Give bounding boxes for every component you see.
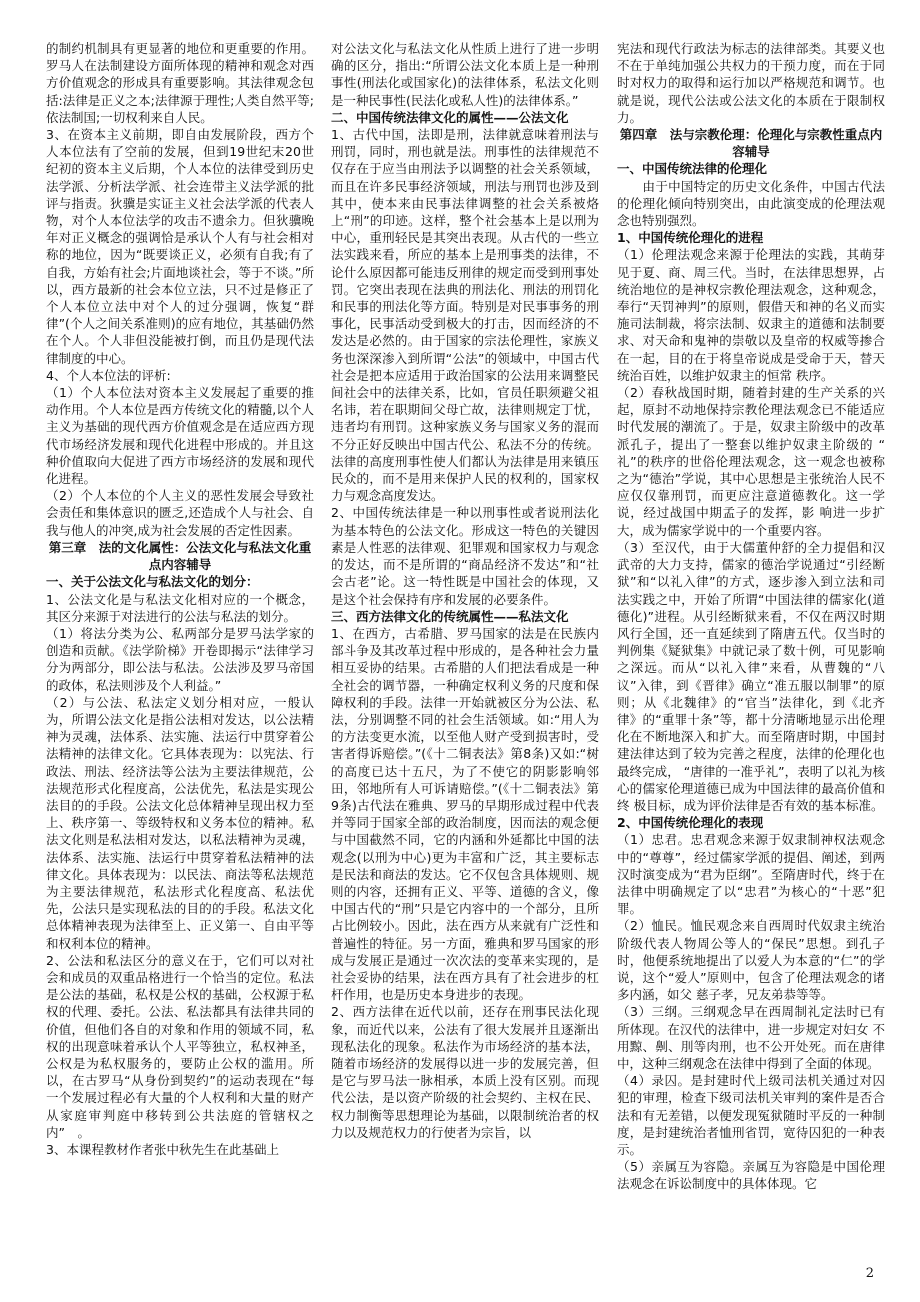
paragraph: （2）与公法、私法定义划分相对应，一般认为，所谓公法文化是指公法相对发达，以公法精神为灵魂，法体系、法实施、法运行中贯穿着公法精神的法律文化。它具体表现为：以宪法、行政法、刑法、经济法等公法为主要法律规范，公法规范形式化程度高，公法优先，私法是实现公法目的的手段。公法文化总体精神呈现出权力至上、秩序第一、等级特权和义务本位的精神。私法文化则是私法相对发达，以私法精神为灵魂，法体系、法实施、法运行中贯穿着私法精神的法律文化。具体表现为：以民法、商法等私法规范为主要法律规范，私法形式化程度高、私法优先，公法只是实现私法的目的的手段。私法文化总体精神表现为法律至上、正义第一、自由平等和权利本位的精神。: [46, 694, 314, 951]
column-right: [617, 40, 885, 1193]
page-number: 2: [865, 1266, 874, 1281]
paragraph: 的制约机制具有更显著的地位和更重要的作用。罗马人在法制建设方面所体现的精神和观念对西方价值观念的形成具有重要影响。其法律观念包括:法律是正义之本;法律源于理性;人类自然平等;依法制国;一切权利来自人民。: [46, 41, 314, 125]
chapter-heading: 第三章 法的文化属性：公法文化与私法文化重点内容辅导: [48, 539, 312, 573]
section-heading: 2、中国传统伦理化的表现: [617, 815, 764, 831]
section-heading: 三、西方法律文化的传统属性——私法文化: [331, 608, 569, 624]
section-heading: 一、关于公法文化与私法文化的划分：: [46, 574, 259, 590]
paragraph: 宪法和现代行政法为标志的法律部类。其要义也不在于单纯加强公共权力的干预力度，而在于同时对权力的取得和运行加以严格规范和调节。也就是说，现代公法或公法文化的本质在于限制权力。: [617, 41, 885, 125]
paragraph: （5）亲属互为容隐。亲属互为容隐是中国伦理法观念在诉讼制度中的具体体现。它: [617, 1159, 885, 1192]
paragraph: 1、古代中国，法即是刑，法律就意味着刑法与刑罚，同时，刑也就是法。刑事性的法律规范不仅存在于应当由刑法予以调整的社会关系领域，而且在许多民事经济领域，刑法与刑罚也涉及到其中，使本来由民事法律调整的社会关系被烙上“刑”的印迹。这样，整个社会基本上是以刑为中心，重刑轻民是其突出表现。从古代的一些立法实践来看，所应的基本上是刑事类的法律，不论什么原因都可能违反刑律的规定而受到刑事处罚。它突出表现在法典的刑法化、刑法的刑罚化和民事的刑法化等方面。特别是对民事事务的刑事化，民事活动受到极大的打击，因而经济的不发达是必然的。由于国家的宗法伦理性，家族义务也深深渗入到所谓“公法”的领域中，中国古代社会是把本应适用于政治国家的公法用来调整民间社会中的法律关系，比如，官员任职须避父祖名讳，若在职期间父母亡故，法律则规定丁忧，违者均有刑罚。这种家族义务与国家义务的混而不分正好反映出中国古代公、私法不分的传统。法律的高度刑事性使人们都认为法律是用来镇压民众的，而不是用来保护人民的权利的，国家权力与观念高度发达。: [331, 127, 599, 504]
paragraph: （3）至汉代，由于大儒董仲舒的全力提倡和汉武帝的大力支持，儒家的德治学说通过“引经断狱”和“以礼入律”的方式，逐步渗入到立法和司法实践之中，开始了所谓“中国法律的儒家化(道德化)”进程。从引经断狱来看，不仅在两汉时期风行全国，还一直延续到了隋唐五代。仅当时的判例集《疑狱集》中就记录了数十例，可见影响之深远。而从“以礼入律”来看，从曹魏的“八议”入律，到《晋律》确立“准五服以制罪”的原则；从《北魏律》的“官当”法律化，到《北齐律》的“重罪十条”等，都十分清晰地显示出伦理化在不断地深入和扩大。而至隋唐时期，中国封建法律达到了较为完善之程度，法律的伦理化也最终完成， “唐律的一准乎礼”，表明了以礼为核心的儒家伦理道德已成为中国法律的最高价值和终 极目标，成为评价法律是否有效的基本标准。: [617, 539, 885, 813]
section-heading: 二、中国传统法律文化的属性——公法文化: [331, 109, 569, 125]
paragraph: （2）恤民。恤民观念来自西周时代奴隶主统治阶级代表人物周公等人的“保民”思想。到孔子时，他便系统地提出了以爱人为本意的“仁”的学说，这个“爱人”原则中，包含了伦理法观念的诸多内涵，如父 慈子孝，兄友弟恭等等。: [617, 918, 885, 1003]
section-heading: 1、中国传统伦理化的进程: [617, 230, 764, 246]
paragraph: 对公法文化与私法文化从性质上进行了进一步明确的区分，指出:“所谓公法文化本质上是一种刑事性(刑法化或国家化)的法律体系，私法文化则是一种民事性(民法化或私人性)的法律体系。”: [331, 41, 599, 108]
paragraph: 1、在西方，古希腊、罗马国家的法是在民族内部斗争及其改革过程中形成的，是各种社会力量相互妥协的结果。古希腊的人们把法看成是一种全社会的调节器，一种确定权利义务的尺度和保障权利的手段。法律一开始就被区分为公法、私法，分别调整不同的社会生活领域。如:“用人为的方法变更水流，以至他人财产受到损害时，受害者得诉赔偿。”(《十二铜表法》第8条)又如:“树的高度已达十五尺，为了不使它的阴影影响邻田，邻地所有人可诉请赔偿。”(《十二铜表法》第9条)古代法在雅典、罗马的早期形成过程中代表并等同于国家全部的政治制度，因而法的观念便与中国截然不同，它的内涵和外延都比中国的法观念(以刑为中心)更为丰富和广泛，其主要标志是民法和商法的发达。它不仅包含具体规则、规则的内容，还拥有正义、平等、道德的含义，像中国古代的“刑”只是它内容中的一个部分，且所占比例较小。因此，法在西方从来就有广泛性和普遍性的特征。另一方面，雅典和罗马国家的形成与发展正是通过一次次法的变革来实现的，是社会妥协的结果，法在西方具有了社会进步的杠杆作用，也是历史本身进步的表现。: [331, 625, 599, 1003]
section-heading: 一、中国传统法律的伦理化: [617, 161, 768, 177]
paragraph: 3、本课程教材作者张中秋先生在此基础上: [46, 1142, 279, 1157]
paragraph: （2）个人本位的个人主义的恶性发展会导致社会责任和集体意识的匮乏,还造成个人与社会、自我与他人的冲突,成为社会发展的否定性因素。: [46, 488, 314, 538]
paragraph: 1、公法文化是与私法文化相对应的一个概念，其区分来源于对法进行的公法与私法的划分。: [46, 591, 314, 624]
paragraph: 2、西方法律在近代以前，还存在刑事民法化现象，而近代以来，公法有了很大发展并且逐渐出现私法化的现象。私法作为市场经济的基本法，随着市场经济的发展得以进一步的发展完善，但是它与罗马法一脉相承，本质上没有区别。而现代公法，是以资产阶级的社会契约、主权在民、权力制衡等思想理论为基础，以限制统治者的权力以及规范权力的行使者为宗旨，以: [331, 1004, 599, 1140]
paragraph: （1）个人本位法对资本主义发展起了重要的推动作用。个人本位是西方传统文化的精髓,以个人主义为基础的现代西方价值观念是在适应西方现代市场经济发展和现代化进程中形成的。并且这种价值取向大促进了西方市场经济的发展和现代化进程。: [46, 385, 314, 487]
paragraph: 4、个人本位法的评析:: [46, 367, 171, 383]
paragraph: （3）三纲。三纲观念早在西周制礼定法时已有所体现。在汉代的法律中，进一步规定对妇女 不用黥、劓、刖等肉刑，也不公开处死。而在唐律中，这种三纲观念在法律中得到了全面的体现。: [617, 1004, 885, 1071]
paragraph: （2）春秋战国时期，随着封建的生产关系的兴起，原封不动地保持宗教伦理法观念已不能适应时代发展的潮流了。于是，奴隶主阶级中的改革派孔子，提出了一整套以维护奴隶主阶级的 “ 礼”的秩序的世俗伦理法观念，这一观念也被称之为“德治”学说，其中心思想是主张统治人民不应仅仅靠刑罚，而更应注意道德教化。这一学说，经过战国中期孟子的发挥，影 响进一步扩大，成为儒家学说中的一个重要内容。: [617, 385, 885, 538]
paragraph: （1）伦理法观念来源于伦理法的实践，其萌芽见于夏、商、周三代。当时，在法律思想界，占统治地位的是神权宗教伦理法观念，这种观念，奉行“天罚神判”的原则，假借天和神的名义而实施司法制裁，将宗法制、奴隶主的道德和法制要求、对天命和鬼神的崇敬以及皇帝的权威等掺合在一起，目的在于将皇帝说成是受命于天，替天统治百姓，以维护奴隶主的恒常 秩序。: [617, 247, 885, 383]
column-left: [46, 40, 314, 1158]
paragraph: （4）录囚。是封建时代上级司法机关通过对囚犯的审理，检查下级司法机关审判的案件是否合法和有无差错，以便发现冤狱随时平反的一种制度，是封建统治者恤刑省罚，宽待囚犯的一种表示。: [617, 1073, 885, 1157]
paragraph: （1）将法分类为公、私两部分是罗马法学家的创造和贡献。《法学阶梯》开卷即揭示“法律学习分为两部分，即公法与私法。公法涉及罗马帝国的政体，私法则涉及个人利益。”: [46, 625, 314, 693]
paragraph: （1）忠君。忠君观念来源于奴隶制神权法观念中的“尊尊”，经过儒家学派的提倡、阐述，到两汉时演变成为“君为臣纲”。至隋唐时代，终于在法律中明确规定了以“忠君”为核心的“十恶”犯罪。: [617, 832, 885, 917]
paragraph: 2、公法和私法区分的意义在于，它们可以对社会和成员的双重品格进行一个恰当的定位。私法是公法的基础，私权是公权的基础，公权源于私权的代理、委托。公法、私法都具有法律共同的价值，但他们各自的对象和作用的领域不同，私权的出现意味着承认个人平等独立，私权神圣，公权是为私权服务的，要防止公权的滥用。所以，在古罗马“从身份到契约”的运动表现在“每一个发展过程必有大量的个人权利和大量的财产从家庭审判庭中移转到公共法庭的管辖权之内” 。: [46, 952, 314, 1140]
paragraph: 由于中国特定的历史文化条件，中国古代法的伦理化倾向特别突出，由此演变成的伦理法观念也特别强烈。: [617, 178, 885, 229]
paragraph: 2、中国传统法律是一种以刑事性或者说刑法化为基本特色的公法文化。形成这一特色的关键因素是人性恶的法律观、犯罪观和国家权力与观念的发达，而不是所谓的“商品经济不发达”和“社会古老”论。这一特性既是中国社会的体现，又是这个社会保持有序和发展的必要条件。: [331, 505, 599, 607]
chapter-heading: 第四章 法与宗教伦理：伦理化与宗教性重点内容辅导: [619, 127, 883, 160]
column-middle: [331, 40, 599, 1141]
paragraph: 3、在资本主义前期，即自由发展阶段，西方个人本位法有了空前的发展，但到19世纪末20世纪初的资本主义后期，个人本位的法律受到历史法学派、分析法学派、社会连带主义法学派的批评与指责。狄骥是实证主义社会法学派的代表人物，对个人本位法学的攻击不遗余力。但狄骥晚年对正义概念的强调恰是承认个人有与社会相对称的地位，因为“既要谈正义，必须有自我;有了自我，方始有社会;片面地谈社会，等于不谈。”所以，西方最新的社会本位立法，只不过是修正了个人本位立法中对个人的过分强调，恢复“群律”(个人之间关系准则)的应有地位，其基础仍然在个人。个人非但没能被打倒，而且仍是现代法律制度的中心。: [46, 127, 314, 366]
